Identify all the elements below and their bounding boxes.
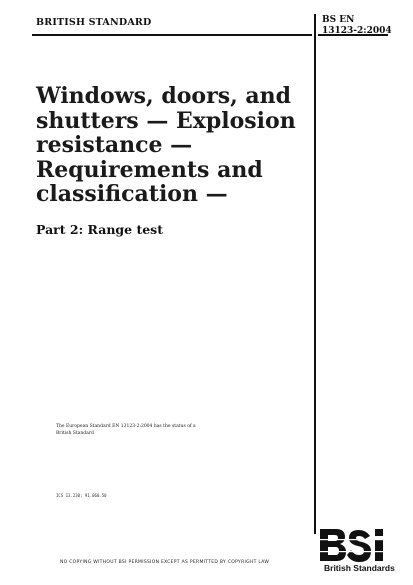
standard-number-line1: BS EN	[322, 15, 355, 25]
title-line: resistance —	[36, 132, 193, 158]
bsi-tagline: British Standards	[324, 563, 395, 573]
standard-number-line2: 13123-2:2004	[322, 26, 392, 36]
bsi-logo-mark-icon	[318, 527, 394, 563]
copyright-notice: NO COPYING WITHOUT BSI PERMISSION EXCEPT AS PERMITTED BY COPYRIGHT LAW	[60, 560, 270, 565]
title-line: Windows, doors, and	[36, 83, 292, 109]
part-subtitle: Part 2: Range test	[36, 222, 163, 237]
ics-code: ICS 13.230; 91.060.50	[56, 493, 107, 498]
series-label: BRITISH STANDARD	[36, 17, 152, 28]
document-title	[36, 84, 306, 207]
status-note	[56, 424, 266, 437]
standard-number	[322, 15, 402, 37]
status-note-line: The European Standard EN 13123-2:2004 has the status of a	[56, 424, 196, 429]
header-rule-left	[32, 34, 312, 36]
status-note-line: British Standard	[56, 430, 94, 436]
title-line: shutters — Explosion	[36, 107, 296, 134]
title-line: classification —	[36, 181, 228, 207]
title-line: Requirements and	[36, 156, 263, 183]
vertical-divider	[314, 14, 316, 534]
